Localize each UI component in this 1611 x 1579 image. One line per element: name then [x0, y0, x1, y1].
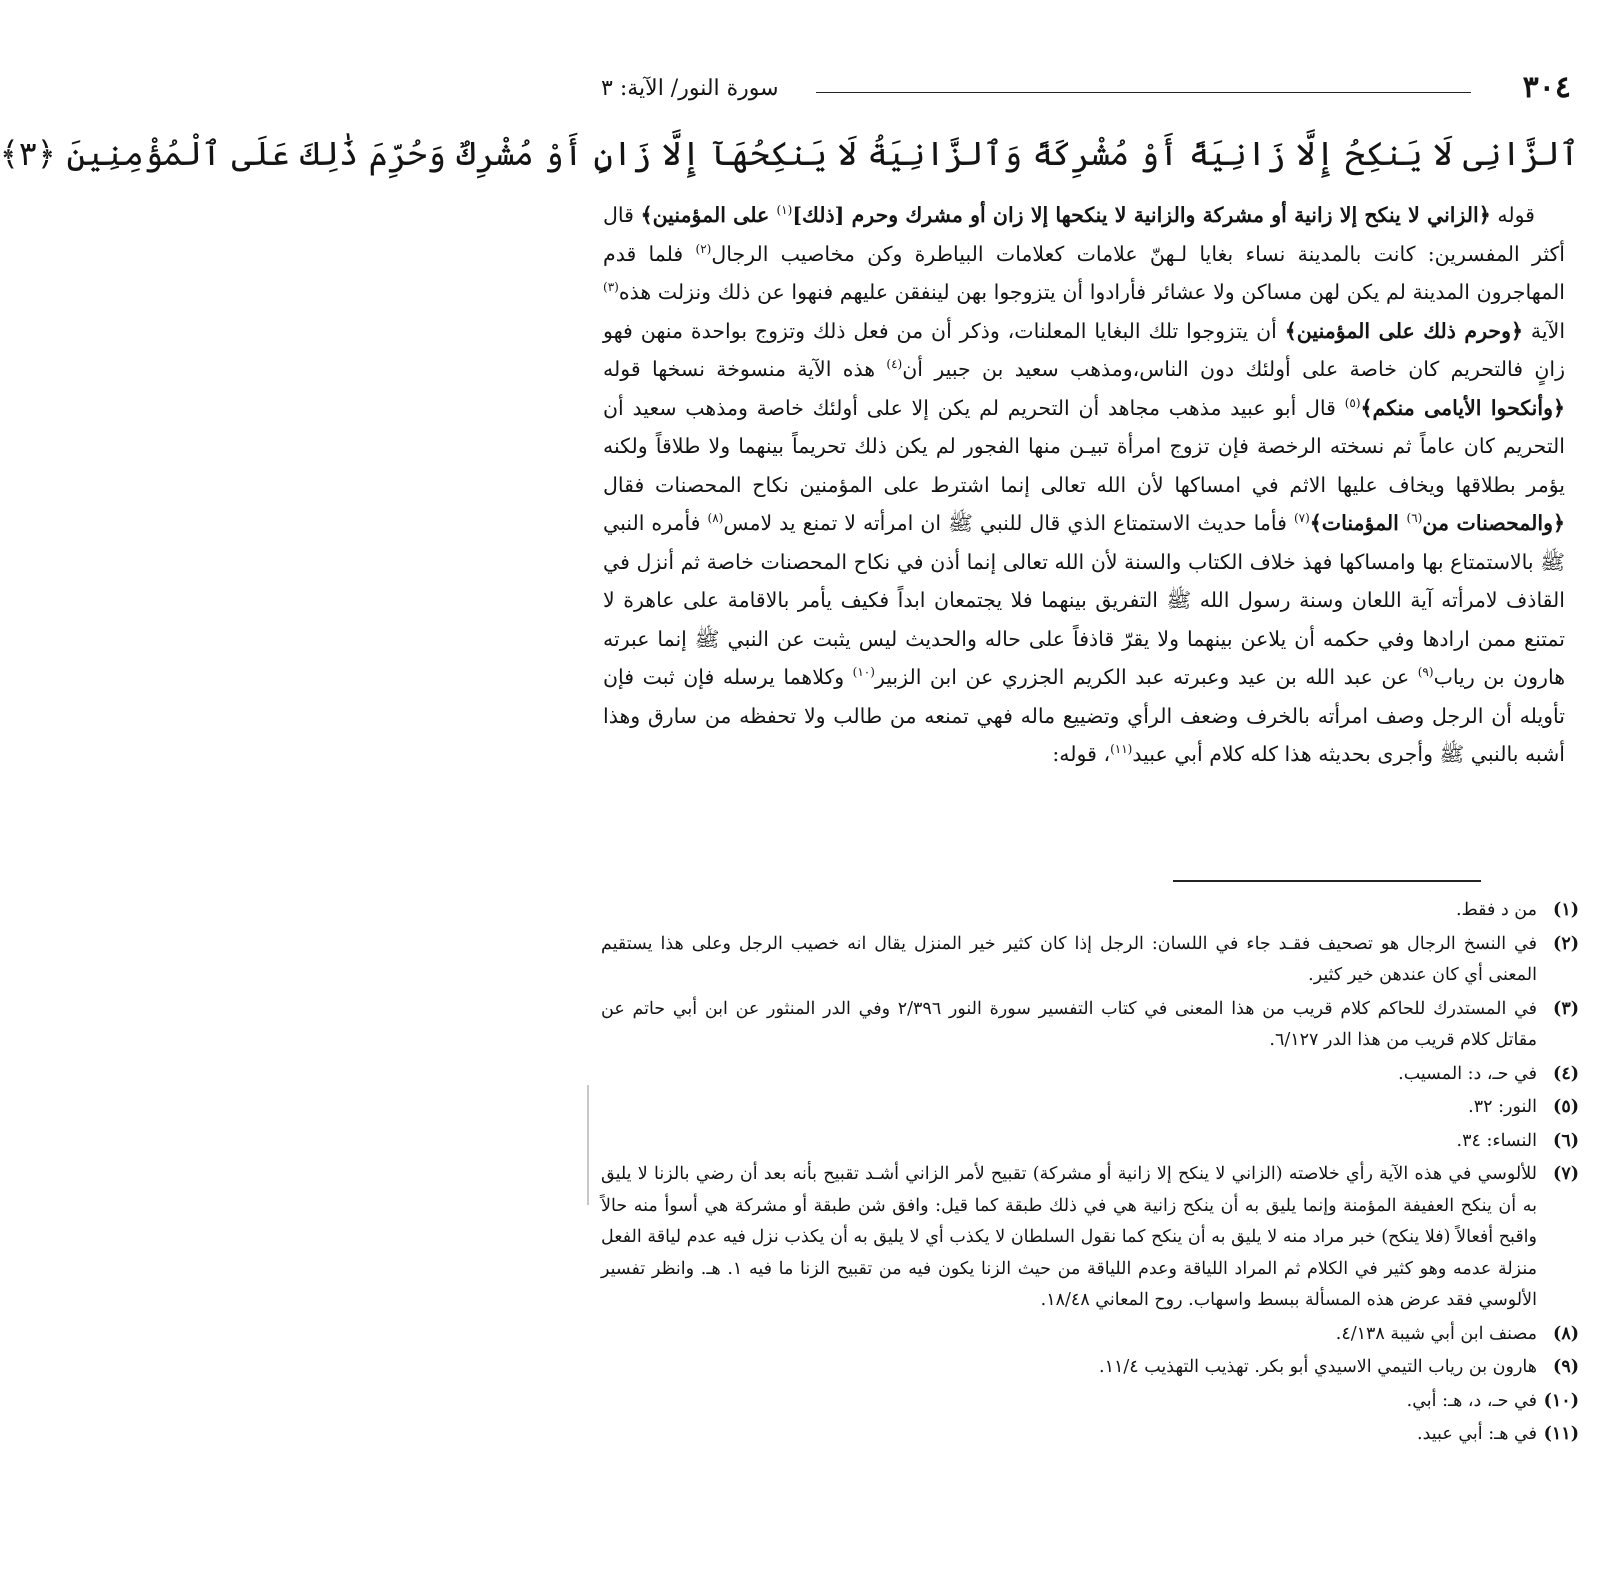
- text-segment: هذه الآية منسوخة نسخها قوله: [603, 357, 887, 381]
- sura-reference: سورة النور/ الآية: ٣: [601, 76, 779, 101]
- quoted-verse: ﴿وحرم ذلك على المؤمنين﴾: [1284, 318, 1524, 343]
- footnote-item: [601, 1386, 1579, 1418]
- main-paragraph: [603, 196, 1565, 774]
- footnote-item: [601, 1092, 1579, 1124]
- footnote-text: في النسخ الرجال هو تصحيف فقـد جاء في اللسان: الرجل إذا كان كثير خير المنزل يقال انه خصيب الرجل وعلى هذا يستقيم المعنى أي كان عندهن خير كثير.: [601, 933, 1537, 985]
- footnote-ref: (٤): [886, 357, 903, 372]
- text-segment: فلما قدم المهاجرون المدينة لم يكن لهن مساكن ولا عشائر فأرادوا أن يتزوجوا بهن لينفقن عليهم فنهوا عن ذلك ونزلت هذه: [603, 241, 1565, 304]
- footnote-item: [601, 1059, 1579, 1091]
- footnote-ref: (٣): [603, 280, 619, 295]
- footnote-text: هارون بن رياب التيمي الاسيدي أبو بكر. تهذيب التهذيب ١١/٤.: [1098, 1357, 1537, 1377]
- text-segment: فأمره النبي ﷺ بالاستمتاع بها وامساكها فهذ خلاف الكتاب والسنة لأن الله تعالى إنما أذن في نكاح المحصنات خاصة ثم أنزل في القاذف لامرأته آية اللعان وسنة رسول الله ﷺ التفريق بينهما فلا يجتمعان ابداً فكيف يأمر بالاقامة على عاهرة لا تمتنع ممن ارادها وفي حكمه أن يلاعن بينهما ولا يقرّ قاذفاً على حاله والحديث ليس يثبت عن النبي ﷺ إنما عبرته هارون بن رياب: [603, 511, 1566, 689]
- footnote-ref: (١٠): [852, 665, 875, 680]
- verse-text: ٱلزَّانِى لَا يَنكِحُ إِلَّا زَانِيَةً أَوْ مُشْرِكَةً وَٱلزَّانِيَةُ لَا يَنكِحُهَآ إِلَّا زَانٍ أَوْ مُشْرِكٌ وَحُرِّمَ ذَٰلِكَ عَلَى ٱلْمُؤْمِنِينَ: [66, 134, 1579, 173]
- quoted-verse: ﴿والمحصنات من: [1422, 511, 1566, 535]
- footnote-number: (١): [1553, 900, 1579, 920]
- quoted-verse: المؤمنات﴾: [1309, 511, 1407, 535]
- footnote-item: [601, 895, 1579, 927]
- footnote-text: في حـ، د: المسيب.: [1398, 1063, 1537, 1084]
- margin-pencil-mark: [587, 1085, 589, 1205]
- footnote-text: للألوسي في هذه الآية رأي خلاصته (الزاني لا ينكح إلا زانية أو مشركة) تقبيح لأمر الزاني أشـد تقبيح بأنه بعد أن رضي بالزنا لا يليق به أن ينكح العفيفة المؤمنة وإنما يليق به أن ينكح زانية هي في ذلك طبقة كما قيل: وافق شن طبقة أو مشركة هي أسوأ منه حالاً واقبح أفعالاً (فلا ينكح) خبر مراد منه لا يليق به أن ينكح كما نقول السلطان لا يكذب أي لا يليق به أن يكذب نزل فيه عدم لياقة الفعل منزلة عدمه وهو كثير في الكلام ثم المراد اللياقة وعدم اللياقة من حيث الزنا يكون فيه من تقبيح الزنا ما فيه ١. هـ. وانظر تفسير الألوسي فقد عرض هذه المسألة ببسط واسهاب. روح المعاني ١٨/٤٨.: [601, 1164, 1538, 1310]
- text-segment: فأما حديث الاستمتاع الذي قال للنبي ﷺ ان امرأته لا تمنع يد لامس: [723, 511, 1294, 535]
- main-text: [603, 196, 1565, 774]
- footnote-number: (٤): [1553, 1063, 1579, 1084]
- footnote-text: من د فقط.: [1455, 900, 1537, 920]
- footnote-item: [601, 994, 1579, 1057]
- footnote-number: (٣): [1553, 998, 1579, 1019]
- footnote-item: [601, 1126, 1579, 1158]
- footnote-ref: (٦): [1406, 511, 1423, 526]
- header-rule: [816, 92, 1471, 93]
- footnote-item: [601, 1159, 1579, 1317]
- footnote-text: في حـ، د، هـ: أبي.: [1406, 1390, 1537, 1411]
- text-segment: عن عبد الله بن عيد وعبرته عبد الكريم الجزري عن ابن الزبير: [874, 665, 1418, 689]
- footnote-item: [601, 1419, 1579, 1451]
- footnote-number: (١١): [1543, 1424, 1579, 1444]
- footnote-text: النور: ٣٢.: [1468, 1097, 1537, 1117]
- page-number: ٣٠٤: [1522, 70, 1571, 105]
- text-segment: قال أبو عبيد مذهب مجاهد أن التحريم لم يكن إلا على أولئك خاصة ومذهب سعيد أن التحريم كان عاماً ثم نسخته الرخصة فإن تزوج امرأة تبيـن منها الفجور لم يكن ذلك تحريماً بينهما ولا طلاقاً ولكنه يؤمر بطلاقها ويخاف عليها الاثم في امساكها لأن الله تعالى إنما اشترط على المؤمنين نكاح المحصنات فقال: [603, 395, 1565, 497]
- footnote-ref: (١١): [1110, 742, 1133, 757]
- footnote-ref: (٢): [695, 241, 712, 256]
- footnote-number: (٧): [1553, 1164, 1579, 1184]
- footnote-ref: (٧): [1293, 511, 1310, 526]
- footnote-item: [601, 1352, 1579, 1384]
- footnote-number: (٨): [1553, 1323, 1579, 1344]
- footnote-ref: (٥): [1344, 395, 1361, 410]
- footnote-text: في هـ: أبي عبيد.: [1417, 1424, 1537, 1444]
- quoted-verse: على المؤمنين﴾: [640, 203, 777, 227]
- footnote-number: (١٠): [1543, 1390, 1579, 1411]
- footnote-separator: [1173, 880, 1481, 882]
- quoted-verse: ﴿وأنكحوا الأيامى منكم﴾: [1360, 395, 1565, 420]
- footnote-number: (٦): [1553, 1130, 1579, 1151]
- page-header: [601, 68, 1571, 112]
- footnote-text: في المستدرك للحاكم كلام قريب من هذا المعنى في كتاب التفسير سورة النور ٢/٣٩٦ وفي الدر المنثور عن ابن أبي حاتم عن مقاتل كلام قريب من هذا الدر ٦/١٢٧.: [601, 998, 1537, 1050]
- footnote-ref: (٩): [1417, 665, 1434, 680]
- footnotes: [601, 895, 1579, 1453]
- quoted-verse: ﴿الزاني لا ينكح إلا زانية أو مشركة والزانية لا ينكحها إلا زان أو مشرك وحرم [ذلك]: [792, 203, 1491, 227]
- footnote-number: (٢): [1553, 933, 1579, 954]
- text-segment: ، قوله:: [1052, 742, 1111, 766]
- text-segment: وكلاهما يرسله فإن ثبت فإن تأويله أن الرجل وصف امرأته بالخرف وضعف الرأي وتضييع ماله فهي تمنعه من طالب ولا تحفظه من سارق وهذا أشبه بالنبي ﷺ وأجرى بحديثه هذا كله كلام أبي عبيد: [603, 665, 1565, 766]
- footnote-item: [601, 929, 1579, 992]
- quran-verse: [0, 124, 1579, 184]
- footnote-text: مصنف ابن أبي شيبة ٤/١٣٨.: [1335, 1323, 1537, 1344]
- text-segment: أن يتزوجوا تلك البغايا المعلنات، وذكر أن من فعل ذلك وتزوج بواحدة منهن فهو زانٍ فالتحريم كان خاصة على أولئك دون الناس،ومذهب سعيد بن جبير أن: [603, 318, 1565, 381]
- footnote-item: [601, 1319, 1579, 1351]
- footnote-number: (٩): [1553, 1357, 1579, 1377]
- text-segment: قال أكثر المفسرين: كانت بالمدينة نساء بغايا لـهنّ علامات كعلامات البياطرة وكن مخاصيب الرجال: [603, 203, 1565, 266]
- footnote-text: النساء: ٣٤.: [1456, 1130, 1537, 1151]
- text-segment: الآية: [1523, 318, 1566, 343]
- footnote-ref: (١): [776, 203, 793, 218]
- footnote-ref: (٨): [707, 511, 724, 526]
- text-segment: قوله: [1490, 203, 1535, 227]
- ayah-number-mark: ﴿٣﴾: [0, 134, 56, 173]
- footnote-number: (٥): [1553, 1097, 1579, 1117]
